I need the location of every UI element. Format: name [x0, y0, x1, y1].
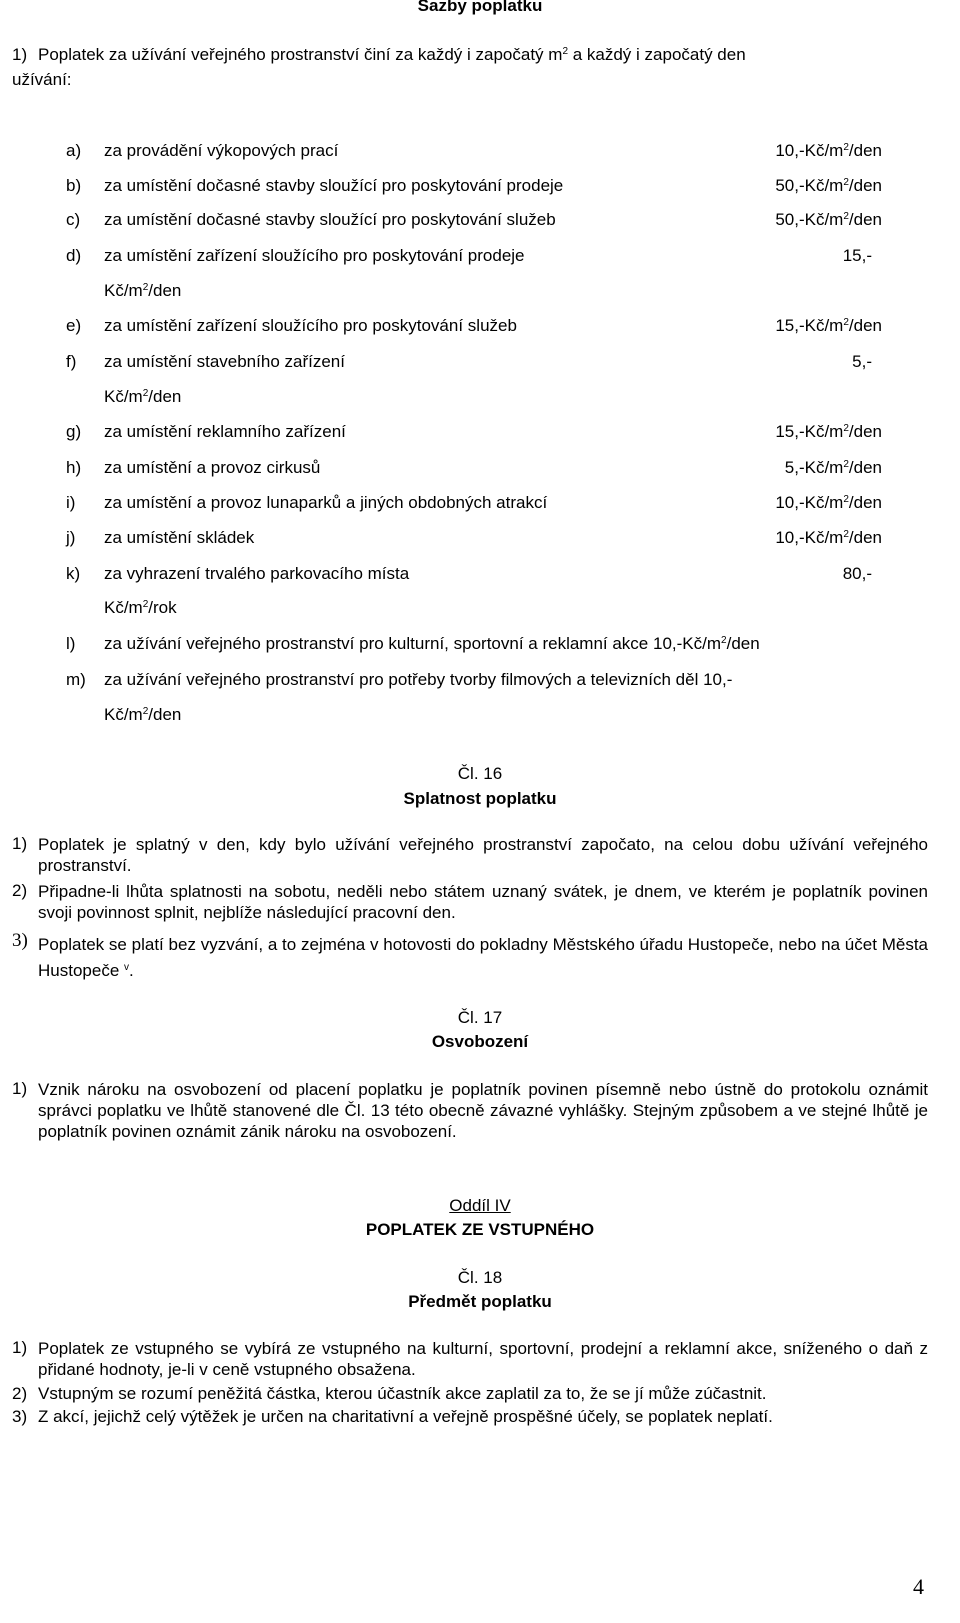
- rate-letter: e): [66, 316, 82, 335]
- rate-description: za umístění skládek: [104, 528, 255, 547]
- rate-value: 15,-: [842, 246, 872, 265]
- rate-description: za umístění dočasné stavby sloužící pro poskytování služeb: [104, 210, 556, 229]
- rate-value: $5,-Kč/m^2$/den: [784, 458, 882, 477]
- article-title: Splatnost poplatku: [403, 789, 557, 808]
- paragraph-text: Poplatek ze vstupného se vybírá ze vstupného na kulturní, sportovní, prodejní a reklamní akce, sníženého o daň z přidané hodnoty, je-li v ceně vstupného obsažena.: [38, 1339, 928, 1379]
- paragraph-text: Poplatek je splatný v den, kdy bylo užívání veřejného prostranství započato, na celou dobu užívání veřejného prostranství.: [38, 835, 928, 875]
- rate-description: za užívání veřejného prostranství pro kulturní, sportovní a reklamní akce $10,-Kč/m^2$/den: [104, 634, 760, 653]
- rate-unit: $Kč/m^2$/den: [104, 281, 182, 300]
- rate-description: za umístění stavebního zařízení: [104, 352, 345, 371]
- rate-letter: a): [66, 141, 82, 160]
- rate-description: za umístění zařízení sloužícího pro poskytování prodeje: [104, 246, 525, 265]
- paragraph-number: 3): [12, 1407, 28, 1426]
- rate-description: za umístění a provoz cirkusů: [104, 458, 321, 477]
- page-number: 4: [913, 1574, 924, 1599]
- division-title: POPLATEK ZE VSTUPNÉHO: [365, 1220, 595, 1239]
- paragraph-number: 1): [12, 1079, 28, 1098]
- paragraph-text: Z akcí, jejichž celý výtěžek je určen na charitativní a veřejně prospěšné účely, se poplatek neplatí.: [38, 1407, 773, 1426]
- rate-value: $10,-Kč/m^2$/den: [775, 141, 882, 160]
- rate-letter: l): [66, 634, 76, 653]
- paragraph-number: 1): [12, 1338, 28, 1357]
- rate-description: za umístění a provoz lunaparků a jiných obdobných atrakcí: [104, 493, 548, 512]
- rate-value: $50,-Kč/m^2$/den: [775, 176, 882, 195]
- intro-number: 1): [12, 45, 28, 64]
- rate-unit: $Kč/m^2$/den: [104, 705, 182, 724]
- rate-letter: b): [66, 176, 82, 195]
- rate-unit: $Kč/m^2$/den: [104, 387, 182, 406]
- article-number: Čl. 16: [457, 764, 503, 783]
- rate-description: za užívání veřejného prostranství pro potřeby tvorby filmových a televizních děl 10,-: [104, 670, 733, 689]
- rate-description: za umístění dočasné stavby sloužící pro poskytování prodeje: [104, 176, 564, 195]
- division-label: Oddíl IV: [449, 1196, 511, 1215]
- rate-letter: c): [66, 210, 81, 229]
- rate-letter: d): [66, 246, 82, 265]
- rate-letter: i): [66, 493, 76, 512]
- rate-unit: $Kč/m^2$/rok: [104, 598, 177, 617]
- paragraph-text: Vznik nároku na osvobození od placení poplatku je poplatník povinen písemně nebo ústně do protokolu oznámit správci poplatku ve lhůtě stanovené dle Čl. 13 této obecně závazné vyhlášky. Stejným způsobem a ve stejné lhůtě je poplatník povinen oznámit zánik nároku na osvobození.: [38, 1080, 928, 1141]
- rate-value: $10,-Kč/m^2$/den: [775, 493, 882, 512]
- paragraph-text: Připadne-li lhůta splatnosti na sobotu, neděli nebo státem uznaný svátek, je dnem, ve kterém je poplatník povinen svoji povinnost splnit, nejblíže následující pracovní den.: [38, 882, 928, 922]
- rate-letter: k): [66, 564, 81, 583]
- rate-value: $15,-Kč/m^2$/den: [775, 316, 882, 335]
- article-title: Osvobození: [431, 1032, 529, 1051]
- paragraph-number: 1): [12, 834, 28, 853]
- rate-value: $50,-Kč/m^2$/den: [775, 210, 882, 229]
- rate-letter: j): [66, 528, 76, 547]
- intro-line-1: Poplatek za užívání veřejného prostranství činí za každý i započatý $m^2$ a každý i započatý den: [38, 45, 746, 64]
- paragraph-number: 2): [12, 1384, 28, 1403]
- rate-description: za umístění reklamního zařízení: [104, 422, 346, 441]
- rate-value: $15,-Kč/m^2$/den: [775, 422, 882, 441]
- paragraph-number: 2): [12, 881, 28, 900]
- rate-letter: f): [66, 352, 77, 371]
- paragraph-text: Poplatek se platí bez vyzvání, a to zejména v hotovosti do pokladny Městského úřadu Hustopeče, nebo na účet Města Hustopeče $^v$.: [38, 935, 928, 980]
- rate-description: za umístění zařízení sloužícího pro poskytování služeb: [104, 316, 517, 335]
- rate-letter: g): [66, 422, 82, 441]
- rate-description: za provádění výkopových prací: [104, 141, 339, 160]
- article-number: Čl. 18: [457, 1268, 503, 1287]
- article-number: Čl. 17: [457, 1008, 503, 1027]
- rate-letter: h): [66, 458, 82, 477]
- rate-value: 5,-: [852, 352, 872, 371]
- paragraph-number: 3): [12, 930, 28, 951]
- intro-line-2: užívání:: [12, 70, 72, 89]
- rate-letter: m): [66, 670, 86, 689]
- rate-description: za vyhrazení trvalého parkovacího místa: [104, 564, 410, 583]
- paragraph-text: Vstupným se rozumí peněžitá částka, kterou účastník akce zaplatil za to, že se jí může zúčastnit.: [38, 1384, 767, 1403]
- article-title: Předmět poplatku: [408, 1292, 552, 1311]
- section-heading: Sazby poplatku: [417, 0, 543, 15]
- rate-value: $10,-Kč/m^2$/den: [775, 528, 882, 547]
- rate-value: 80,-: [842, 564, 872, 583]
